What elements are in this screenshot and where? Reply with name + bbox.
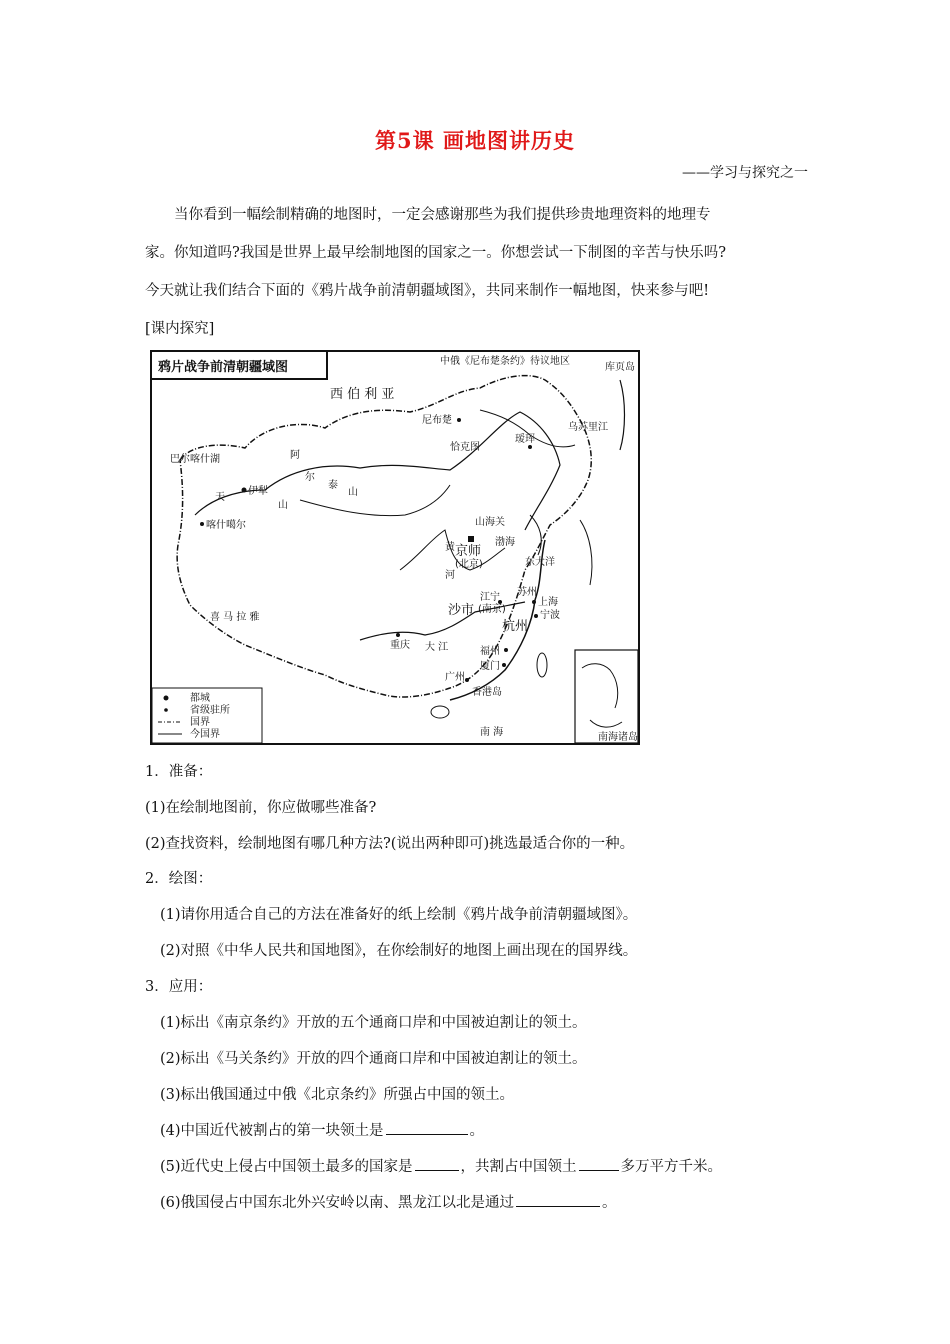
- question-3-5-text: (5)近代史上侵占中国领土最多的国家是: [160, 1159, 413, 1175]
- dot-nerchinsk: [457, 418, 461, 422]
- label-shan: 山: [278, 500, 288, 511]
- inset-label: 南海诸岛: [598, 732, 638, 743]
- label-ningbo: 宁波: [540, 610, 560, 621]
- intro-paragraph: [145, 196, 810, 310]
- legend-provincial: 省级驻所: [190, 705, 230, 716]
- label-altai-shan: 山: [348, 487, 358, 498]
- label-he: 河: [445, 570, 455, 581]
- dot-chongqing: [396, 633, 400, 637]
- label-beijing: (北京): [455, 559, 483, 570]
- answer-blank-3-4[interactable]: [386, 1120, 468, 1135]
- label-shanhaiguan: 山海关: [475, 517, 505, 528]
- question-3-4: (4)中国近代被割占的第一块领土是 。: [160, 1119, 484, 1140]
- label-suzhou: 苏州: [517, 587, 537, 598]
- question-3-2: (2)标出《马关条约》开放的四个通商口岸和中国被迫割让的领土。: [160, 1051, 587, 1067]
- label-jingshi: 京师: [455, 544, 482, 559]
- legend-now-border: 今国界: [190, 729, 220, 740]
- question-2-2: (2)对照《中华人民共和国地图》，在你绘制好的地图上画出现在的国界线。: [160, 943, 638, 959]
- legend-old-border: 国界: [190, 717, 210, 728]
- question-3: 3．应用：: [145, 979, 213, 995]
- label-aigun: 瑷珲: [515, 434, 535, 445]
- question-1-2: (2)查找资料，绘制地图有哪几种方法?(说出两种即可)挑选最适合你的一种。: [145, 836, 635, 852]
- label-hangzhou: 杭州: [502, 619, 529, 634]
- dot-shanghai: [532, 600, 536, 604]
- intro-line-1: 当你看到一幅绘制精确的地图时，一定会感谢那些为我们提供珍贵地理资料的地理专: [174, 207, 711, 223]
- answer-blank-3-6[interactable]: [516, 1192, 600, 1207]
- dot-aigun: [528, 445, 532, 449]
- question-3-1: (1)标出《南京条约》开放的五个通商口岸和中国被迫割让的领土。: [160, 1015, 587, 1031]
- label-balkhash: 巴尔喀什湖: [170, 454, 220, 465]
- label-siberia: 西 伯 利 亚: [330, 387, 395, 402]
- question-1-1: (1)在绘制地图前，你应做哪些准备?: [145, 800, 377, 816]
- label-treaty-area: 中俄《尼布楚条约》待议地区: [440, 356, 570, 367]
- page-subtitle: ——学习与探究之一: [682, 165, 808, 181]
- label-tianshan: 天: [215, 492, 225, 503]
- question-2: 2．绘图：: [145, 871, 213, 887]
- label-altai-er: 尔: [305, 472, 315, 483]
- page-title: 第5课 画地图讲历史: [375, 128, 575, 153]
- dot-xiamen: [502, 663, 506, 667]
- label-bohai: 渤海: [495, 537, 515, 548]
- section-label: [课内探究]: [145, 321, 215, 337]
- question-2-1: (1)请你用适合自己的方法在准备好的纸上绘制《鸦片战争前清朝疆域图》。: [160, 907, 638, 923]
- label-kuye: 库页岛: [605, 362, 635, 373]
- question-3-6-text: (6)俄国侵占中国东北外兴安岭以南、黑龙江以北是通过: [160, 1195, 515, 1211]
- label-huanghe: 黄: [445, 542, 455, 553]
- label-himalaya: 喜 马 拉 雅: [210, 612, 260, 623]
- label-kiakhta: 恰克图: [450, 442, 480, 453]
- dot-yili: [242, 488, 247, 493]
- intro-line-2: 家。你知道吗?我国是世界上最早绘制地图的国家之一。你想尝试一下制图的辛苦与快乐吗?: [145, 245, 727, 261]
- question-3-6: (6)俄国侵占中国东北外兴安岭以南、黑龙江以北是通过 。: [160, 1191, 617, 1212]
- intro-line-3: 今天就让我们结合下面的《鸦片战争前清朝疆域图》，共同来制作一幅地图，快来参与吧!: [145, 283, 710, 299]
- answer-blank-3-5a[interactable]: [415, 1156, 459, 1171]
- dot-kashgar: [200, 522, 204, 526]
- label-nanhai: 南 海: [480, 727, 504, 738]
- label-wusuli: 乌苏里江: [568, 422, 608, 433]
- qing-territory-map: [150, 350, 640, 745]
- label-guangzhou: 广州: [445, 672, 465, 683]
- label-east-sea: 东大洋: [525, 557, 555, 568]
- dot-guangzhou: [465, 678, 469, 682]
- label-kashgar: 喀什噶尔: [206, 520, 246, 531]
- question-3-5: (5)近代史上侵占中国领土最多的国家是 ，共割占中国领土 多万平方千米。: [160, 1155, 722, 1176]
- dot-ningbo: [534, 614, 538, 618]
- label-nerchinsk: 尼布楚: [422, 415, 452, 426]
- label-changjiang: 大 江: [425, 642, 449, 653]
- label-hongkong: 香港岛: [472, 687, 502, 698]
- dot-fuzhou: [504, 648, 508, 652]
- label-xiamen: 厦门: [480, 661, 500, 672]
- marker-capital: [468, 536, 474, 542]
- label-shanghai: 上海: [538, 597, 558, 608]
- answer-blank-3-5b[interactable]: [579, 1156, 619, 1171]
- question-3-3: (3)标出俄国通过中俄《北京条约》所强占中国的领土。: [160, 1087, 515, 1103]
- label-altai-tai: 泰: [328, 480, 338, 491]
- label-fuzhou: 福州: [480, 646, 500, 657]
- map-title: 鸦片战争前清朝疆域图: [158, 360, 289, 375]
- question-1: 1．准备：: [145, 764, 213, 780]
- label-jiangning: 江宁: [480, 592, 500, 603]
- label-chongqing: 重庆: [390, 640, 410, 651]
- label-yili: 伊犁: [248, 486, 268, 497]
- label-shashi: 沙市: [448, 603, 475, 618]
- question-3-4-text: (4)中国近代被割占的第一块领土是: [160, 1123, 384, 1139]
- inset-box: [575, 650, 638, 743]
- legend-capital: 都城: [190, 693, 210, 704]
- label-nanjing: (南京): [478, 604, 506, 615]
- label-altai-a: 阿: [290, 450, 300, 461]
